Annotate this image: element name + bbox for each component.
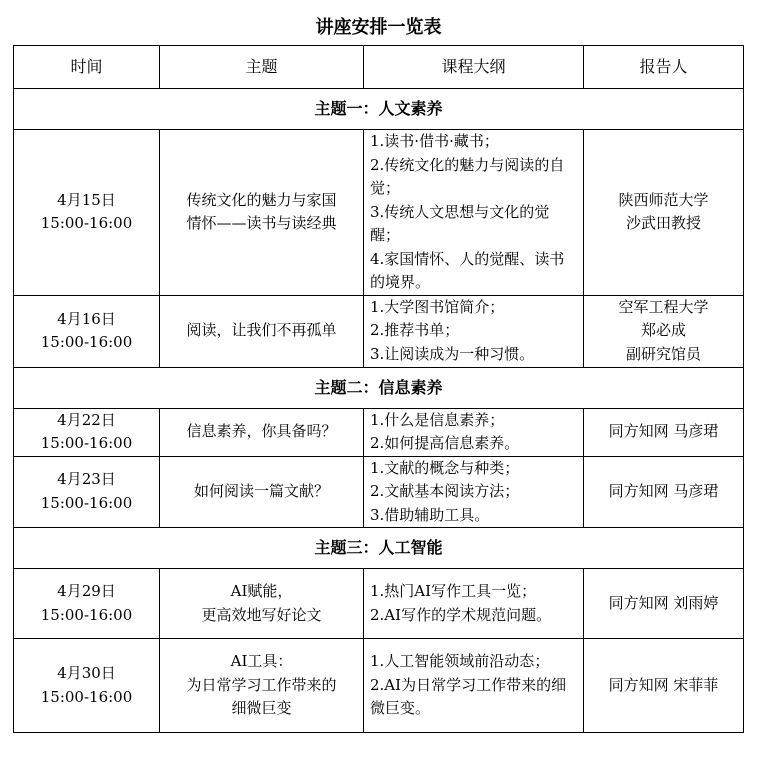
- outline-item: 2.传统文化的魅力与阅读的自觉；: [370, 155, 565, 197]
- table-body: [14, 89, 744, 733]
- section-title: 主题三：人工智能: [14, 528, 744, 569]
- date-text: 4月22日: [57, 410, 116, 429]
- topic-line: 传统文化的魅力与家国: [186, 190, 337, 209]
- outline-cell: [364, 456, 584, 528]
- outline-item: 2.文献基本阅读方法；: [370, 482, 520, 500]
- section-row: [14, 367, 744, 408]
- topic-line: AI工具：: [230, 652, 293, 671]
- section-title: 主题二：信息素养: [14, 367, 744, 408]
- time-text: 15:00-16:00: [40, 605, 133, 624]
- topic-cell: [160, 130, 364, 296]
- outline-item: 3.让阅读成为一种习惯。: [370, 344, 535, 363]
- time-cell: [14, 130, 160, 296]
- header-row: [14, 46, 744, 89]
- speaker-line: 郑必成: [640, 321, 686, 340]
- date-text: 4月23日: [57, 470, 116, 489]
- topic-cell: [160, 295, 364, 367]
- section-row: [14, 89, 744, 130]
- time-text: 15:00-16:00: [40, 434, 133, 452]
- time-cell: [14, 408, 160, 456]
- speaker-cell: [584, 295, 744, 367]
- section-row: [14, 528, 744, 569]
- table-row: [14, 295, 744, 367]
- date-text: 4月29日: [57, 582, 116, 600]
- outline-item: 2.AI写作的学术规范问题。: [370, 605, 552, 624]
- time-cell: [14, 456, 160, 528]
- speaker-cell: [584, 639, 744, 733]
- speaker-cell: [584, 408, 744, 456]
- outline-item: 4.家国情怀、人的觉醒、读书的境界。: [370, 249, 565, 291]
- table-row: [14, 569, 744, 639]
- speaker-cell: [584, 569, 744, 639]
- outline-cell: [364, 569, 584, 639]
- time-cell: [14, 639, 160, 733]
- table-row: [14, 456, 744, 528]
- topic-line: 为日常学习工作带来的: [186, 675, 337, 694]
- date-text: 4月15日: [57, 190, 116, 209]
- outline-cell: [364, 130, 584, 296]
- header-speaker: 报告人: [584, 46, 744, 89]
- date-text: 4月16日: [57, 309, 116, 328]
- time-text: 15:00-16:00: [40, 333, 133, 351]
- outline-item: 1.大学图书馆简介；: [370, 297, 505, 316]
- speaker-line: 陕西师范大学: [618, 190, 709, 209]
- outline-item: 2.如何提高信息素养。: [370, 434, 520, 452]
- outline-item: 1.热门AI写作工具一览；: [370, 582, 537, 600]
- time-text: 15:00-16:00: [40, 493, 133, 512]
- date-text: 4月30日: [57, 664, 116, 682]
- outline-item: 2.AI为日常学习工作带来的细微巨变。: [370, 675, 567, 718]
- table-row: [14, 130, 744, 296]
- outline-item: 1.人工智能领域前沿动态；: [370, 652, 550, 671]
- topic-line: 如何阅读一篇文献？: [193, 482, 329, 500]
- header-topic: 主题: [160, 46, 364, 89]
- time-text: 15:00-16:00: [40, 214, 133, 233]
- speaker-line: 副研究馆员: [625, 344, 701, 363]
- topic-line: 情怀——读书与读经典: [186, 214, 337, 233]
- topic-cell: [160, 639, 364, 733]
- document-title: 讲座安排一览表: [315, 17, 442, 38]
- speaker-cell: [584, 456, 744, 528]
- time-cell: [14, 569, 160, 639]
- outline-cell: [364, 295, 584, 367]
- speaker-line: 空军工程大学: [618, 297, 709, 316]
- section-title: 主题一：人文素养: [14, 89, 744, 130]
- topic-line: 阅读，让我们不再孤单: [186, 321, 337, 340]
- outline-item: 1.读书·借书·藏书；: [370, 132, 499, 150]
- outline-cell: [364, 639, 584, 733]
- time-cell: [14, 295, 160, 367]
- outline-item: 3.传统人文思想与文化的觉醒；: [370, 202, 550, 244]
- topic-line: 细微巨变: [231, 699, 292, 718]
- topic-line: AI赋能，: [230, 582, 293, 600]
- topic-cell: [160, 456, 364, 528]
- header-outline: 课程大纲: [364, 46, 584, 89]
- outline-item: 1.文献的概念与种类；: [370, 458, 520, 477]
- topic-cell: [160, 569, 364, 639]
- outline-item: 2.推荐书单；: [370, 321, 460, 340]
- speaker-line: 同方知网 马彦珺: [608, 422, 719, 441]
- topic-line: 更高效地写好论文: [201, 605, 322, 624]
- topic-line: 信息素养，你具备吗？: [186, 422, 337, 441]
- speaker-cell: [584, 130, 744, 296]
- outline-item: 3.借助辅助工具。: [370, 505, 490, 524]
- outline-item: 1.什么是信息素养；: [370, 410, 505, 429]
- topic-cell: [160, 408, 364, 456]
- speaker-line: 同方知网 马彦珺: [608, 482, 719, 500]
- speaker-line: 沙武田教授: [625, 214, 701, 233]
- header-time: 时间: [14, 46, 160, 89]
- table-row: [14, 408, 744, 456]
- time-text: 15:00-16:00: [40, 687, 133, 706]
- table-row: [14, 639, 744, 733]
- outline-cell: [364, 408, 584, 456]
- speaker-line: 同方知网 刘雨婷: [608, 593, 719, 612]
- speaker-line: 同方知网 宋菲菲: [608, 675, 719, 694]
- lecture-schedule-table: [13, 45, 744, 733]
